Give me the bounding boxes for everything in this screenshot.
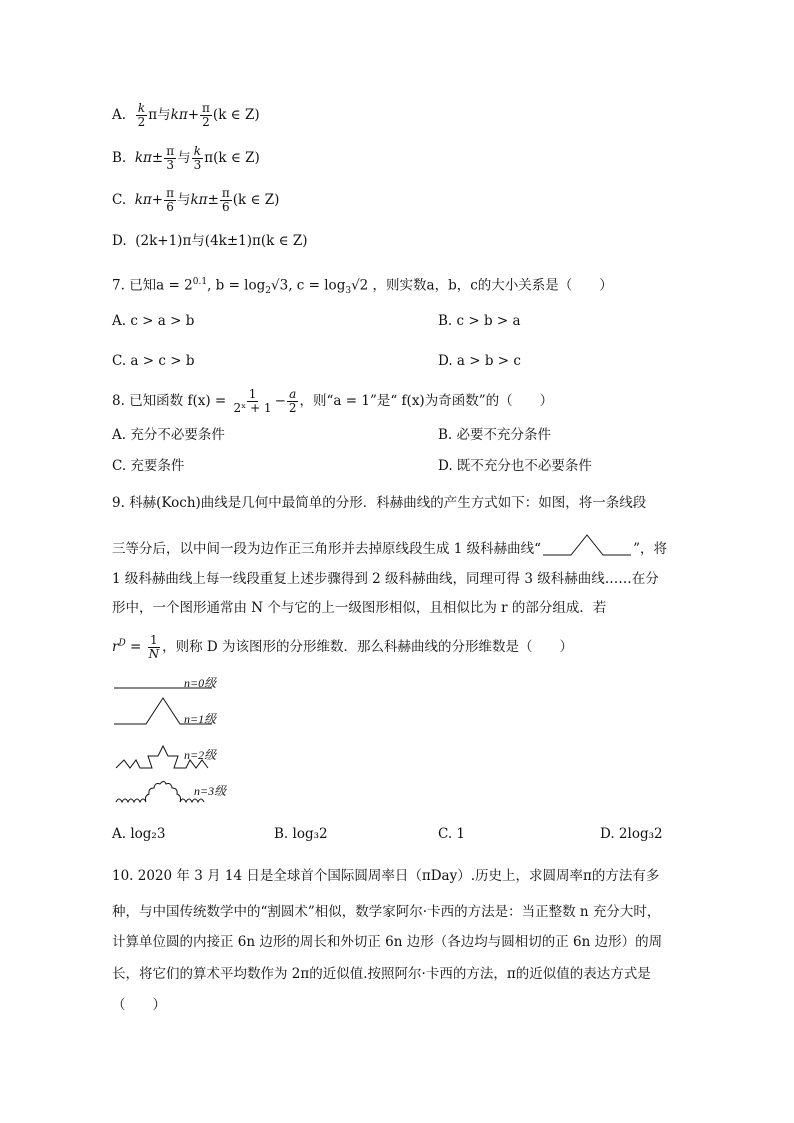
- koch-level1-inline-icon: [541, 533, 633, 557]
- q9-line-1: 9. 科赫(Koch)曲线是几何中最简单的分形．科赫曲线的产生方式如下：如图，将一条线段: [112, 495, 647, 511]
- q10-line-1: 10. 2020 年 3 月 14 日是全球首个国际圆周率日（πDay）.历史上，求圆周率π的方法有多: [112, 868, 660, 884]
- frac-den: 2ˣ + 1: [233, 401, 272, 415]
- fig-label-n1: n=1级: [184, 712, 217, 726]
- equals-sign: =: [125, 639, 146, 655]
- fraction: [287, 388, 299, 415]
- with-text: 与: [157, 107, 171, 123]
- q9-line-3: 1 级科赫曲线上每一线段重复上述步骤得到 2 级科赫曲线，同理可得 3 级科赫曲线……在分: [112, 571, 659, 587]
- frac-num: 1: [150, 633, 158, 647]
- q8-option-b: B. 必要不充分条件: [438, 427, 552, 443]
- q9-option-d: D. 2log₃2: [600, 826, 663, 842]
- frac-num: a: [289, 387, 297, 401]
- fraction: [200, 102, 212, 129]
- option-label: C.: [112, 192, 127, 208]
- r-symbol: r: [112, 639, 119, 655]
- q6-option-c: [112, 187, 279, 214]
- fig-label-n3: n=3级: [194, 784, 227, 798]
- frac-den: N: [148, 647, 160, 661]
- q10-line-4: 长，将它们的算术平均数作为 2π的近似值.按照阿尔·卡西的方法，π的近似值的表达方式是: [112, 966, 651, 982]
- q9-line-2-text: ”，将: [633, 541, 667, 557]
- frac-den: 3: [193, 158, 202, 172]
- q7-option-d: D. a > b > c: [438, 353, 521, 369]
- q9-line-5: [112, 634, 573, 661]
- pi-symbol: π: [204, 150, 214, 166]
- question-number: 7.: [112, 277, 125, 294]
- frac-den: 6: [222, 200, 230, 214]
- fraction: [164, 145, 176, 172]
- q7-stem-part: , b = log: [207, 277, 266, 294]
- q8-option-d: D. 既不充分也不必要条件: [438, 458, 592, 474]
- q8-stem-part: 已知函数 f(x) =: [129, 393, 227, 409]
- frac-den: 2: [202, 115, 210, 129]
- frac-den: 2: [137, 115, 146, 129]
- koch-curve-figure: [112, 672, 242, 812]
- pm-sign: ±: [151, 150, 164, 166]
- q9-option-c: C. 1: [438, 826, 466, 842]
- q10-line-2: 种，与中国传统数学中的“割圆术”相似，数学家阿尔·卡西的方法是：当正整数 n 充分大时，: [112, 904, 661, 920]
- frac-num: 1: [248, 387, 257, 401]
- q7-stem: [112, 273, 613, 300]
- q8-option-c: C. 充要条件: [112, 458, 185, 474]
- q7-option-c: C. a > c > b: [112, 353, 195, 369]
- plus-sign: +: [151, 192, 164, 208]
- with-text: 与: [177, 192, 191, 208]
- option-label: D.: [112, 233, 127, 249]
- q7-option-a: A. c > a > b: [112, 313, 195, 329]
- q7-stem-part: 已知a = 2: [129, 277, 193, 294]
- q6-option-b: [112, 145, 260, 172]
- exponent-d: D: [118, 638, 126, 649]
- exponent: 0.1: [192, 277, 208, 287]
- frac-num: π: [166, 186, 174, 200]
- frac-num: π: [202, 101, 210, 115]
- q7-stem-part: √2 ，则实数a，b，c的大小关系是（ ）: [351, 277, 613, 294]
- set-condition: (k ∈ Z): [213, 150, 260, 166]
- koch-level-3: [116, 782, 204, 803]
- pi-symbol: π: [148, 107, 158, 123]
- q8-option-a: A. 充分不必要条件: [112, 427, 225, 443]
- q9-line-4: 形中，一个图形通常由 N 个与它的上一级图形相似，且相似比为 r 的部分组成．若: [112, 600, 607, 616]
- set-condition: (k ∈ Z): [212, 107, 260, 123]
- kpi-term: kπ: [170, 107, 188, 123]
- q9-option-a: A. log₂3: [112, 826, 166, 842]
- q9-line-2-text: 三等分后，以中间一段为边作正三角形并去掉原线段生成 1 级科赫曲线“: [112, 541, 542, 557]
- frac-den: 2: [288, 401, 297, 415]
- pm-sign: ±: [207, 192, 219, 208]
- fraction: [220, 187, 232, 214]
- kpi-term: kπ: [134, 192, 152, 208]
- q10-line-5: （ ）: [112, 997, 166, 1013]
- q7-stem-part: √3, c = log: [271, 277, 346, 294]
- q9-line-2: [112, 533, 667, 558]
- frac-den: 3: [166, 158, 174, 172]
- with-text: 与: [177, 150, 191, 166]
- frac-den: 6: [166, 200, 174, 214]
- fraction: [136, 102, 148, 129]
- option-d-text: (2k+1)π与(4k±1)π(k ∈ Z): [135, 233, 308, 249]
- fig-label-n2: n=2级: [184, 748, 217, 762]
- option-label: A.: [112, 107, 127, 123]
- set-condition: (k ∈ Z): [232, 192, 280, 208]
- fraction: [147, 634, 162, 661]
- q8-stem: [112, 388, 553, 415]
- q6-option-a: [112, 102, 260, 129]
- q9-line-5-text: ，则称 D 为该图形的分形维数．那么科赫曲线的分形维数是（ ）: [162, 639, 573, 655]
- fraction: [164, 187, 176, 214]
- log-base: 2: [265, 286, 272, 297]
- question-number: 8.: [112, 393, 125, 409]
- log-base: 3: [345, 286, 352, 297]
- q6-option-d: [112, 232, 308, 250]
- kpi-term: kπ: [134, 150, 152, 166]
- fraction: [232, 388, 274, 415]
- q8-stem-part: ，则“a = 1”是“ f(x)为奇函数”的（ ）: [299, 393, 554, 409]
- frac-num: π: [221, 186, 230, 200]
- frac-num: k: [193, 144, 202, 158]
- minus-sign: −: [274, 393, 286, 409]
- kpi-term: kπ: [190, 192, 208, 208]
- frac-num: k: [137, 101, 146, 115]
- q9-option-b: B. log₃2: [274, 826, 328, 842]
- fig-label-n0: n=0级: [184, 676, 217, 690]
- q7-option-b: B. c > b > a: [438, 313, 521, 329]
- frac-num: π: [166, 144, 175, 158]
- plus-sign: +: [187, 107, 200, 123]
- q10-line-3: 计算单位圆的内接正 6n 边形的周长和外切正 6n 边形（各边均与圆相切的正 6n 边形）的周: [112, 934, 663, 950]
- fraction: [192, 145, 204, 172]
- option-label: B.: [112, 150, 127, 166]
